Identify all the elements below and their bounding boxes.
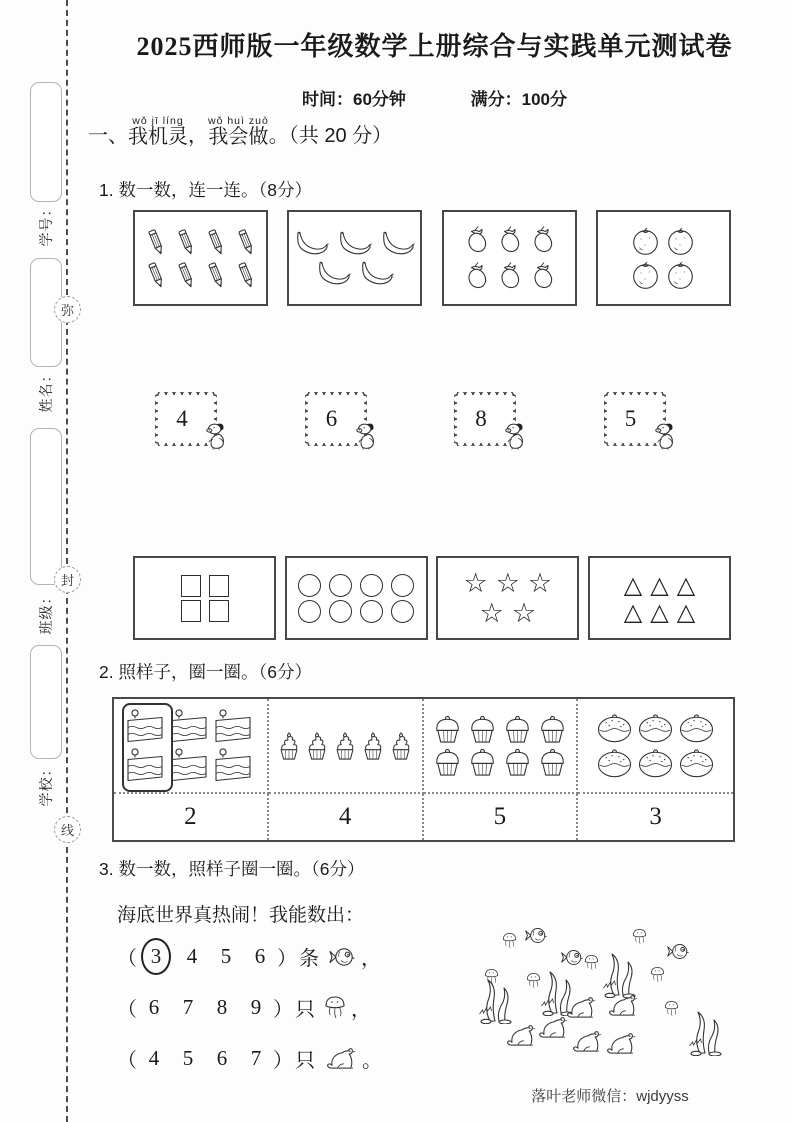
number-card (604, 392, 666, 446)
q3-option: 7 (250, 1046, 262, 1070)
star-shape: ☆ (495, 567, 520, 599)
student-name-label: 姓名： (38, 367, 54, 413)
number-card (155, 392, 217, 446)
muffin-icon (536, 747, 569, 777)
dog-icon (505, 422, 525, 450)
square-shape (209, 575, 229, 597)
seal-char-xian: 线 (54, 816, 81, 843)
cake-icon (168, 708, 210, 744)
jellyfish-icon (650, 966, 665, 984)
measure-word: 只 (295, 999, 315, 1021)
pencil-icon (234, 228, 258, 256)
eggplant-icon (463, 261, 490, 292)
q3-option: 4 (148, 1046, 160, 1070)
donut-icon (636, 747, 675, 779)
muffin-icon (431, 714, 464, 744)
fish-icon (524, 926, 548, 945)
icon-row (289, 261, 420, 286)
seal-dashed-line (66, 0, 68, 1122)
seal-icon (570, 1028, 603, 1055)
icon-row (424, 714, 577, 744)
swirl-cupcake-icon (303, 731, 331, 761)
punctuation: ， (351, 999, 371, 1021)
square-shape (181, 600, 201, 622)
pencil-icon (144, 228, 168, 256)
circle-shape (360, 600, 383, 623)
shape-row (135, 600, 274, 622)
shape-row (590, 597, 729, 626)
heading-text: 我机灵 (128, 126, 188, 149)
school-label: 学校： (38, 761, 54, 807)
q1-item-box-orange (596, 210, 731, 306)
donut-icon (595, 712, 634, 744)
muffin-icon (466, 714, 499, 744)
shape-row (287, 600, 426, 623)
donut-icon (636, 712, 675, 744)
q1-item-box-pencil (133, 210, 268, 306)
q3-option: 9 (250, 995, 262, 1019)
triangle-shape: △ (650, 570, 669, 599)
paren-close: ） (273, 999, 293, 1021)
q2-count-cell (114, 794, 269, 840)
banana-icon (315, 261, 352, 286)
donut-icon (677, 712, 716, 744)
number-card-slot (582, 392, 732, 446)
q3-option: 4 (186, 944, 198, 968)
seal-icon (504, 1022, 537, 1049)
q1-shape-box-circle (285, 556, 428, 640)
icon-row (444, 261, 575, 292)
jellyfish-icon (664, 1000, 679, 1018)
star-shape: ☆ (463, 567, 488, 599)
contact-watermark: 落叶老师微信：wjdyyss (531, 1088, 689, 1105)
school-box (30, 645, 62, 759)
icon-row (289, 231, 420, 256)
eggplant-icon (529, 261, 556, 292)
paren-close: ） (273, 1050, 293, 1072)
dog-icon (206, 422, 226, 450)
icon-row (598, 261, 729, 290)
muffin-icon (501, 714, 534, 744)
q1-item-boxes (133, 210, 731, 306)
fish-icon (560, 948, 584, 967)
icon-row (578, 712, 733, 744)
circle-shape (329, 600, 352, 623)
class-box (30, 428, 62, 585)
ruby-group (208, 116, 269, 148)
q2-item-cell-cake (114, 699, 269, 794)
example-circle (122, 703, 173, 792)
ruby-group (128, 116, 188, 148)
icon-row (598, 227, 729, 256)
q3-option-circled: 3 (141, 938, 171, 975)
seaweed-icon (688, 1008, 724, 1056)
eggplant-icon (529, 225, 556, 256)
star-shape: ☆ (527, 567, 553, 599)
paren-close: ） (277, 948, 297, 970)
q3-line (117, 989, 382, 1026)
q3-option: 5 (220, 944, 232, 968)
number-card-value: 6 (325, 406, 338, 431)
swirl-cupcake-icon (387, 731, 415, 761)
circle-shape (391, 600, 414, 623)
measure-word: 条 (299, 948, 319, 970)
q2-item-cell-swirl-cupcake (269, 699, 424, 794)
student-id-box (30, 82, 62, 202)
number-card-value: 4 (176, 406, 188, 431)
q3-option: 6 (148, 995, 160, 1019)
dog-icon (356, 422, 376, 450)
number-card-slot (432, 392, 582, 446)
eggplant-icon (496, 261, 523, 292)
q2-count-cell (578, 794, 733, 840)
triangle-shape: △ (676, 570, 696, 599)
pinyin-text: wǒ jī líng (132, 115, 184, 127)
jellyfish-icon (324, 995, 346, 1021)
pencil-icon (204, 261, 228, 289)
shape-row (590, 570, 729, 599)
cake-icon (212, 708, 254, 744)
triangle-shape: △ (623, 597, 643, 626)
swirl-cupcake-icon (331, 731, 359, 761)
student-id-label: 学号： (38, 201, 54, 247)
q2-table (112, 697, 735, 842)
banana-icon (358, 261, 395, 286)
star-shape: ☆ (511, 597, 537, 629)
circle-shape (298, 574, 321, 597)
shape-row (438, 597, 577, 629)
seaweed-icon (478, 976, 514, 1024)
q3-label: 3. 数一数，照样子圈一圈。（6分） (99, 859, 365, 879)
q3-option: 6 (216, 1046, 228, 1070)
heading-text: 我会做 (208, 126, 269, 149)
star-shape: ☆ (479, 597, 504, 629)
score-label: 满分：100分 (470, 90, 568, 109)
q2-item-cell-donut (578, 699, 733, 794)
q1-shape-box-triangle (588, 556, 731, 640)
paren-open: （ (117, 1050, 137, 1072)
paren-open: （ (117, 999, 137, 1021)
q2-count-value: 2 (184, 803, 197, 830)
banana-icon (293, 231, 330, 256)
q3-line (117, 938, 382, 975)
q1-number-cards (133, 392, 731, 446)
q3-option: 6 (254, 944, 266, 968)
seaweed-icon (602, 950, 638, 998)
pencil-icon (144, 261, 168, 289)
swirl-cupcake-icon (359, 731, 387, 761)
swirl-cupcake-icon (275, 731, 303, 761)
icon-row (269, 731, 422, 761)
punctuation: ， (361, 948, 381, 970)
muffin-icon (466, 747, 499, 777)
donut-icon (595, 747, 634, 779)
seal-icon (604, 1030, 637, 1057)
pencil-icon (174, 261, 198, 289)
cake-icon (212, 747, 254, 783)
number-card-value: 8 (475, 406, 487, 431)
q1-label: 1. 数一数，连一连。（8分） (99, 180, 312, 200)
eggplant-icon (463, 225, 490, 256)
q3-option: 7 (182, 995, 194, 1019)
icon-row (578, 747, 733, 779)
icon-row (135, 228, 266, 256)
q3-line (117, 1040, 382, 1077)
sea-scene (468, 916, 746, 1080)
shape-row (287, 574, 426, 597)
fish-icon (328, 946, 356, 968)
section-prefix: 一、 (88, 125, 128, 148)
pencil-icon (204, 228, 228, 256)
q1-shape-boxes (133, 556, 731, 640)
icon-row (424, 747, 577, 777)
heading-comma: ， (188, 125, 208, 148)
orange-icon (631, 227, 660, 256)
seal-icon (324, 1045, 357, 1072)
class-label: 班级： (38, 589, 54, 635)
q3-option: 8 (216, 995, 228, 1019)
circle-shape (360, 574, 383, 597)
dog-icon (655, 422, 675, 450)
q1-shape-box-star (436, 556, 579, 640)
seal-char-mi: 弥 (54, 296, 81, 323)
number-card-value: 5 (624, 406, 637, 431)
shape-row (438, 567, 577, 599)
eggplant-icon (496, 225, 523, 256)
icon-row (135, 261, 266, 289)
page-title: 2025西师版一年级数学上册综合与实践单元测试卷 (136, 32, 733, 61)
circle-shape (391, 574, 414, 597)
q1-shape-box-square (133, 556, 276, 640)
time-label: 时间：60分钟 (301, 90, 406, 109)
triangle-shape: △ (676, 597, 696, 626)
muffin-icon (431, 747, 464, 777)
q1-item-box-banana (287, 210, 422, 306)
section-one-heading (88, 116, 392, 148)
orange-icon (631, 261, 660, 290)
number-card (454, 392, 516, 446)
pencil-icon (234, 261, 258, 289)
triangle-shape: △ (623, 570, 643, 599)
banana-icon (336, 231, 373, 256)
section-points: 。（共 20 分） (268, 125, 393, 148)
fish-icon (666, 942, 690, 961)
q3-intro: 海底世界真热闹！我能数出： (117, 905, 365, 926)
orange-icon (666, 227, 695, 256)
q2-count-value: 4 (338, 803, 352, 830)
triangle-shape: △ (650, 597, 669, 626)
number-card-slot (133, 392, 283, 446)
q3-option: 5 (182, 1046, 194, 1070)
number-card-slot (283, 392, 433, 446)
q2-count-value: 5 (493, 803, 507, 830)
muffin-icon (501, 747, 534, 777)
muffin-icon (536, 714, 569, 744)
banana-icon (379, 231, 416, 256)
seal-icon (606, 992, 639, 1019)
square-shape (209, 600, 229, 622)
jellyfish-icon (632, 928, 647, 946)
circle-shape (298, 600, 321, 623)
q3-lines (117, 938, 382, 1077)
q1-item-box-eggplant (442, 210, 577, 306)
exam-info (90, 85, 779, 110)
jellyfish-icon (526, 972, 541, 990)
q2-count-cell (269, 794, 424, 840)
q2-label: 2. 照样子，圈一圈。（6分） (99, 662, 312, 682)
seal-icon (536, 1014, 569, 1041)
cake-icon (168, 747, 210, 783)
donut-icon (677, 747, 716, 779)
shape-row (135, 575, 274, 597)
orange-icon (666, 261, 695, 290)
q2-count-cell (424, 794, 579, 840)
pinyin-text: wǒ huì zuò (208, 115, 269, 127)
seal-char-feng: 封 (54, 566, 81, 593)
number-card (305, 392, 367, 446)
square-shape (181, 575, 201, 597)
icon-row (444, 225, 575, 256)
pencil-icon (174, 228, 198, 256)
measure-word: 只 (295, 1050, 315, 1072)
paren-open: （ (117, 948, 137, 970)
q2-item-cell-muffin (424, 699, 579, 794)
q2-count-value: 3 (649, 803, 662, 830)
jellyfish-icon (584, 954, 599, 972)
circle-shape (329, 574, 352, 597)
punctuation: 。 (362, 1050, 382, 1072)
jellyfish-icon (502, 932, 517, 950)
